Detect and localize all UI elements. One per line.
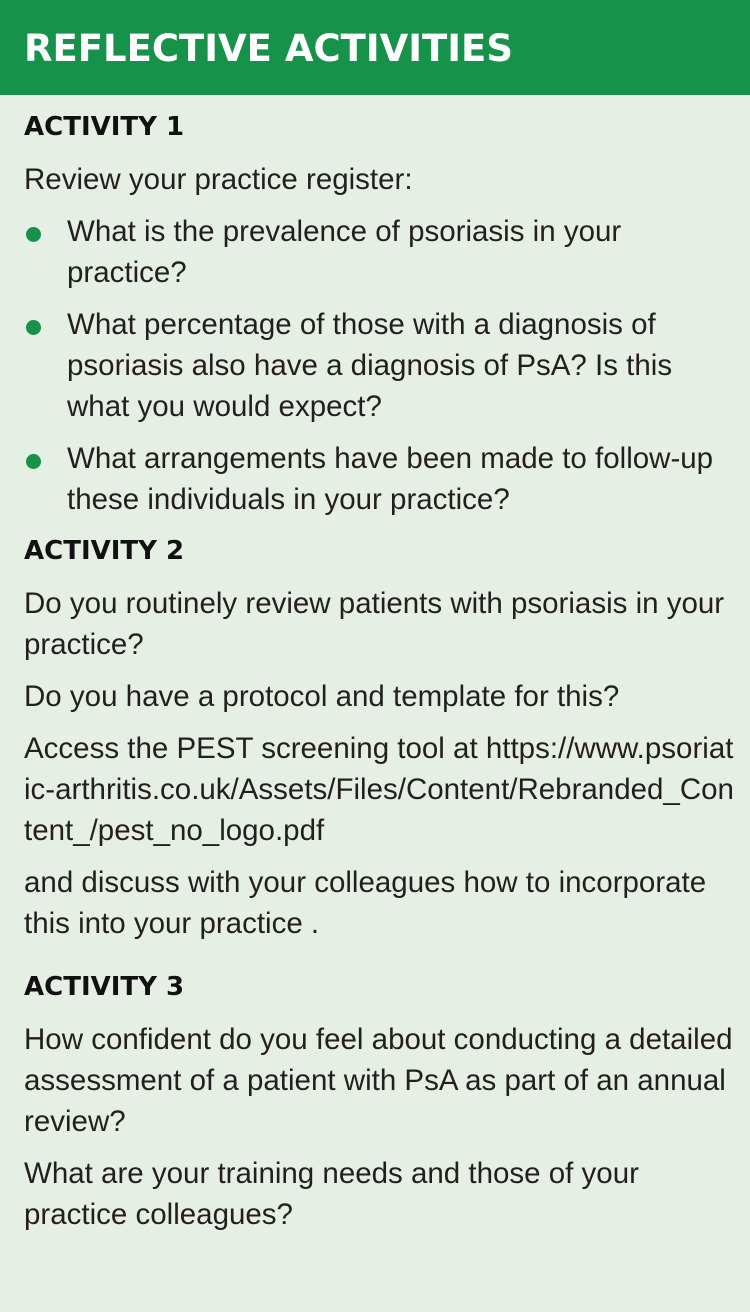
bullet-dot-icon — [26, 454, 41, 469]
bullet-text: What is the prevalence of psoriasis in your practice? — [67, 215, 622, 289]
activity-paragraph: Do you routinely review patients with psoriasis in your practice? — [24, 587, 725, 661]
box-content — [24, 107, 736, 1246]
activity-1-bullet-list — [24, 211, 736, 520]
bullet-item — [24, 438, 736, 520]
activity-heading: ACTIVITY 1 — [24, 112, 185, 142]
activity-2 — [24, 531, 736, 944]
bullet-item — [24, 211, 736, 293]
activity-heading: ACTIVITY 2 — [24, 536, 185, 566]
pest-tool-link-paragraph: Access the PEST screening tool at https://www.psoriatic-arthritis.co.uk/Assets/Files/Content/Rebranded_Content_/pest_no_logo.pdf — [24, 732, 734, 847]
bullet-text: What percentage of those with a diagnosis of psoriasis also have a diagnosis of PsA? Is this what you would expect? — [67, 308, 673, 423]
activity-heading: ACTIVITY 3 — [24, 972, 185, 1002]
bullet-item — [24, 304, 736, 427]
activity-intro: Review your practice register: — [24, 163, 413, 196]
box-header — [0, 0, 750, 95]
section-spacer — [24, 955, 736, 967]
activity-paragraph: How confident do you feel about conducting a detailed assessment of a patient with PsA as part of an annual review? — [24, 1023, 733, 1138]
bullet-dot-icon — [26, 227, 41, 242]
activity-paragraph: What are your training needs and those of your practice colleagues? — [24, 1157, 639, 1231]
activity-paragraph: Do you have a protocol and template for this? — [24, 680, 620, 713]
activity-1 — [24, 107, 736, 520]
box-title: REFLECTIVE ACTIVITIES — [24, 27, 513, 70]
activity-3 — [24, 967, 736, 1235]
activity-paragraph: and discuss with your colleagues how to incorporate this into your practice . — [24, 866, 707, 940]
bullet-text: What arrangements have been made to follow-up these individuals in your practice? — [67, 442, 714, 516]
bullet-dot-icon — [26, 320, 41, 335]
